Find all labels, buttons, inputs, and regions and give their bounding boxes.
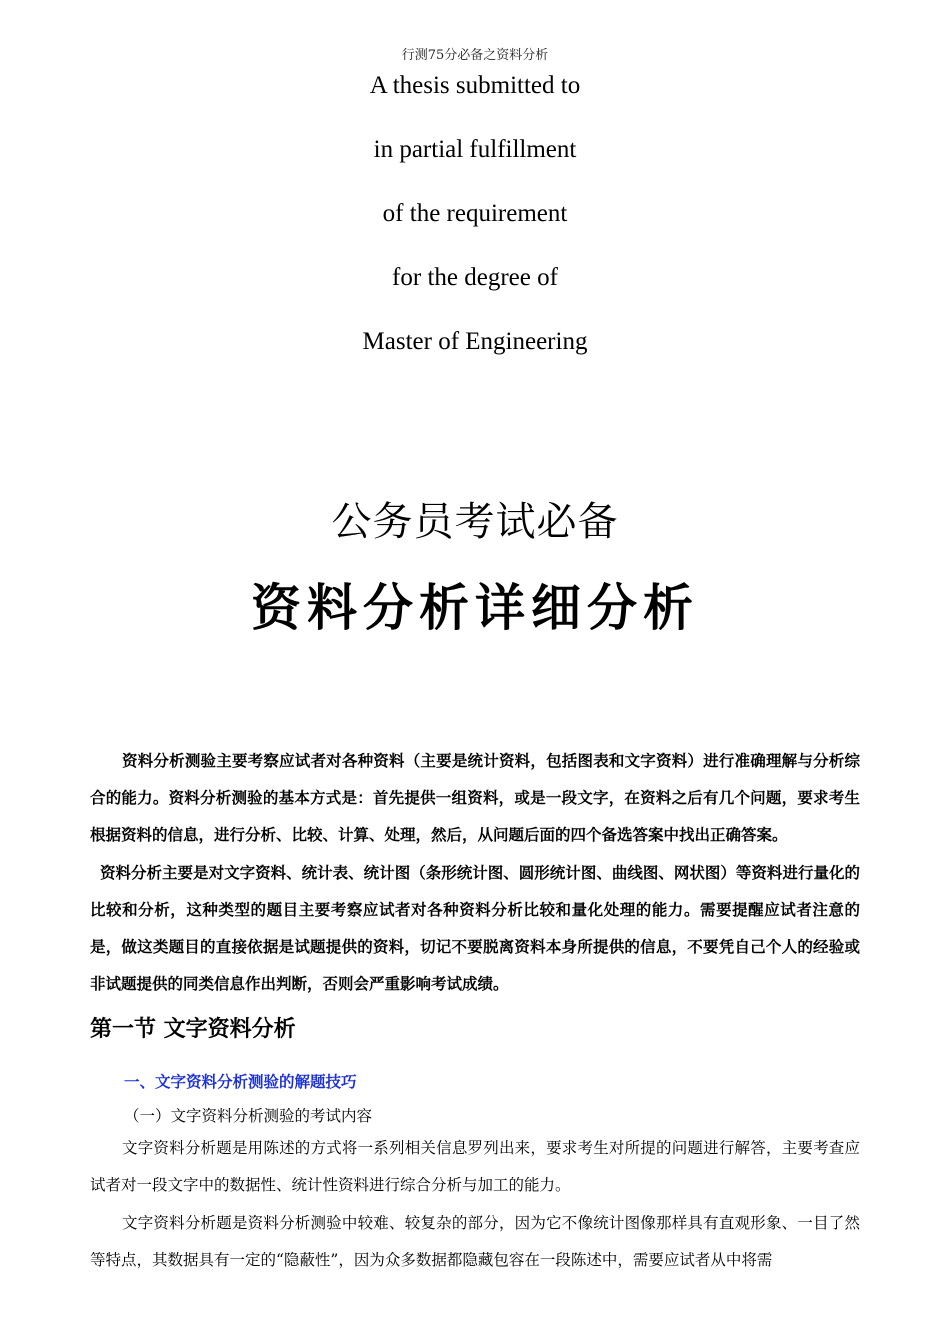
thesis-line-1: A thesis submitted to — [369, 72, 581, 99]
sub-title: 资料分析详细分析 — [251, 579, 699, 637]
section-paragraph-2: 文字资料分析题是资料分析测验中较难、较复杂的部分，因为它不像统计图像那样具有直观形象、一目了然等特点，其数据具有一定的“隐蔽性”，因为众多数据都隐藏包容在一段陈述中，需要应试者从中将需 — [90, 1214, 860, 1269]
thesis-line-5: Master of Engineering — [362, 328, 588, 355]
section-subsubheading: （一）文字资料分析测验的考试内容 — [124, 1107, 373, 1125]
section-subheading: 一、文字资料分析测验的解题技巧 — [124, 1073, 357, 1091]
thesis-line-3: of the requirement — [382, 200, 568, 227]
section-title: 第一节 文字资料分析 — [90, 1017, 296, 1042]
running-header: 行测75分必备之资料分析 — [401, 48, 549, 63]
thesis-line-2: in partial fulfillment — [373, 136, 577, 163]
intro-paragraph-1: 资料分析测验主要考察应试者对各种资料（主要是统计资料，包括图表和文字资料）进行准确理解与分析综合的能力。资料分析测验的基本方式是：首先提供一组资料，或是一段文字，在资料之后有几个问题，要求考生根据资料的信息，进行分析、比较、计算、处理，然后，从问题后面的四个备选答案中找出正确答案。 — [90, 752, 860, 844]
thesis-line-4: for the degree of — [392, 264, 558, 291]
intro-paragraph-2: 资料分析主要是对文字资料、统计表、统计图（条形统计图、圆形统计图、曲线图、网状图）等资料进行量化的比较和分析，这种类型的题目主要考察应试者对各种资料分析比较和量化处理的能力。需要提醒应试者注意的是，做这类题目的直接依据是试题提供的资料，切记不要脱离资料本身所提供的信息，不要凭自己个人的经验或非试题提供的同类信息作出判断，否则会严重影响考试成绩。 — [90, 864, 860, 993]
section-paragraph-1: 文字资料分析题是用陈述的方式将一系列相关信息罗列出来，要求考生对所提的问题进行解答，主要考查应试者对一段文字中的数据性、统计性资料进行综合分析与加工的能力。 — [90, 1139, 860, 1194]
main-title: 公务员考试必备 — [331, 499, 619, 545]
